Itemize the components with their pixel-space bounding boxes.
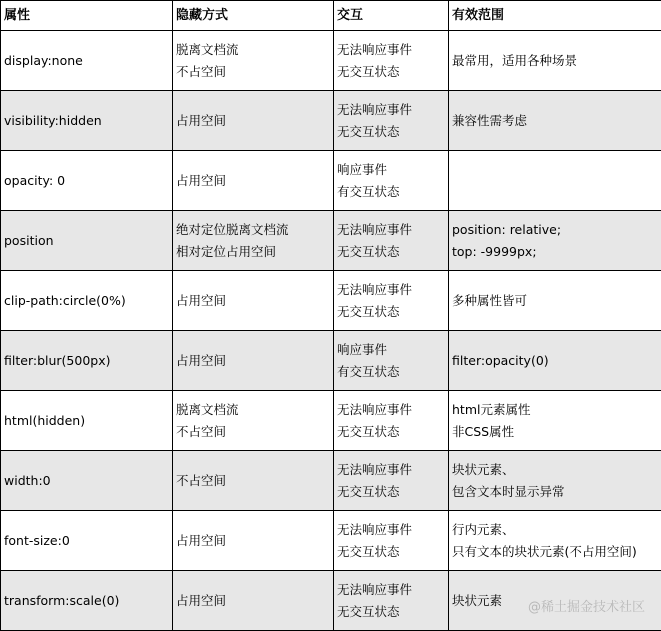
- cell-line: 占用空间: [176, 292, 227, 308]
- watermark: @稀土掘金技术社区: [527, 600, 645, 615]
- interaction-cell: [334, 331, 449, 391]
- property-cell: [1, 151, 173, 211]
- cell-line: 占用空间: [176, 172, 227, 188]
- cell-line: transform:scale(0): [4, 592, 120, 608]
- table-row: [1, 151, 661, 211]
- interaction-cell: [334, 91, 449, 151]
- cell-line: 无法响应事件: [337, 41, 413, 57]
- table-row: [1, 391, 661, 451]
- property-cell: [1, 31, 173, 91]
- interaction-cell: [334, 31, 449, 91]
- header-hide-method: 隐藏方式: [173, 1, 334, 31]
- cell-line: 有交互状态: [337, 363, 400, 379]
- property-cell: [1, 91, 173, 151]
- table-row: [1, 31, 661, 91]
- cell-line: position: [4, 232, 54, 248]
- cell-line: 相对定位占用空间: [176, 243, 277, 259]
- scope-cell: [449, 31, 661, 91]
- cell-line: 无交互状态: [337, 543, 400, 559]
- interaction-cell: [334, 511, 449, 571]
- cell-line: 无法响应事件: [337, 521, 413, 537]
- cell-line: font-size:0: [4, 532, 70, 548]
- hide-method-cell: [173, 331, 334, 391]
- cell-line: 多种属性皆可: [452, 292, 528, 308]
- header-scope: 有效范围: [449, 1, 661, 31]
- hide-method-cell: [173, 451, 334, 511]
- interaction-cell: [334, 571, 449, 631]
- cell-line: 无法响应事件: [337, 101, 413, 117]
- property-cell: [1, 271, 173, 331]
- cell-line: filter:blur(500px): [4, 352, 111, 368]
- table-body: [1, 31, 661, 631]
- header-interaction: 交互: [334, 1, 449, 31]
- cell-line: 无交互状态: [337, 303, 400, 319]
- property-cell: [1, 391, 173, 451]
- hide-method-cell: [173, 391, 334, 451]
- cell-line: 无交互状态: [337, 423, 400, 439]
- cell-line: 最常用，适用各种场景: [452, 52, 578, 68]
- cell-line: 无交互状态: [337, 603, 400, 619]
- cell-line: 兼容性需考虑: [452, 112, 528, 128]
- cell-line: 绝对定位脱离文档流: [176, 221, 289, 237]
- table-row: [1, 271, 661, 331]
- property-cell: [1, 571, 173, 631]
- cell-line: 无法响应事件: [337, 581, 413, 597]
- interaction-cell: [334, 151, 449, 211]
- cell-line: top: -9999px;: [452, 243, 537, 259]
- cell-line: 占用空间: [176, 112, 227, 128]
- cell-line: 响应事件: [337, 341, 388, 357]
- scope-cell: [449, 391, 661, 451]
- cell-line: 不占空间: [176, 423, 227, 439]
- scope-cell: [449, 331, 661, 391]
- cell-line: 不占空间: [176, 63, 227, 79]
- table-row: [1, 511, 661, 571]
- interaction-cell: [334, 451, 449, 511]
- interaction-cell: [334, 391, 449, 451]
- table-row: [1, 91, 661, 151]
- hide-method-cell: [173, 151, 334, 211]
- cell-line: 块状元素: [452, 592, 503, 608]
- cell-line: display:none: [4, 52, 83, 68]
- cell-line: 响应事件: [337, 161, 388, 177]
- cell-line: 无交互状态: [337, 63, 400, 79]
- cell-line: position: relative;: [452, 221, 562, 237]
- hide-method-cell: [173, 91, 334, 151]
- header-property: 属性: [1, 1, 173, 31]
- cell-line: 无法响应事件: [337, 401, 413, 417]
- interaction-cell: [334, 271, 449, 331]
- cell-line: filter:opacity(0): [452, 352, 549, 368]
- cell-line: 无法响应事件: [337, 461, 413, 477]
- cell-line: 包含文本时显示异常: [452, 483, 565, 499]
- cell-line: clip-path:circle(0%): [4, 292, 126, 308]
- cell-line: 不占空间: [176, 472, 227, 488]
- cell-line: html元素属性: [452, 401, 531, 417]
- scope-cell: [449, 151, 661, 211]
- cell-line: 有交互状态: [337, 183, 400, 199]
- cell-line: 无交互状态: [337, 483, 400, 499]
- hide-method-cell: [173, 571, 334, 631]
- property-cell: [1, 511, 173, 571]
- header-row: [1, 1, 661, 31]
- hide-method-cell: [173, 511, 334, 571]
- cell-line: 占用空间: [176, 532, 227, 548]
- hide-method-cell: [173, 271, 334, 331]
- scope-cell: [449, 211, 661, 271]
- cell-line: 无交互状态: [337, 243, 400, 259]
- hide-method-cell: [173, 31, 334, 91]
- cell-line: 非CSS属性: [452, 423, 515, 439]
- table-row: [1, 331, 661, 391]
- cell-line: html(hidden): [4, 412, 86, 428]
- cell-line: 无法响应事件: [337, 281, 413, 297]
- cell-line: 脱离文档流: [176, 401, 239, 417]
- property-cell: [1, 331, 173, 391]
- cell-line: opacity: 0: [4, 172, 66, 188]
- scope-cell: [449, 511, 661, 571]
- property-cell: [1, 211, 173, 271]
- cell-line: 无交互状态: [337, 123, 400, 139]
- cell-line: 占用空间: [176, 592, 227, 608]
- cell-line: 脱离文档流: [176, 41, 239, 57]
- table-row: [1, 211, 661, 271]
- scope-cell: [449, 91, 661, 151]
- cell-line: 无法响应事件: [337, 221, 413, 237]
- table-row: [1, 451, 661, 511]
- scope-cell: [449, 271, 661, 331]
- scope-cell: [449, 451, 661, 511]
- cell-line: width:0: [4, 472, 51, 488]
- interaction-cell: [334, 211, 449, 271]
- cell-line: 占用空间: [176, 352, 227, 368]
- cell-line: 行内元素、: [452, 521, 515, 537]
- cell-line: 块状元素、: [452, 461, 515, 477]
- property-cell: [1, 451, 173, 511]
- cell-line: visibility:hidden: [4, 112, 102, 128]
- hide-method-cell: [173, 211, 334, 271]
- cell-line: 只有文本的块状元素(不占用空间): [452, 543, 637, 559]
